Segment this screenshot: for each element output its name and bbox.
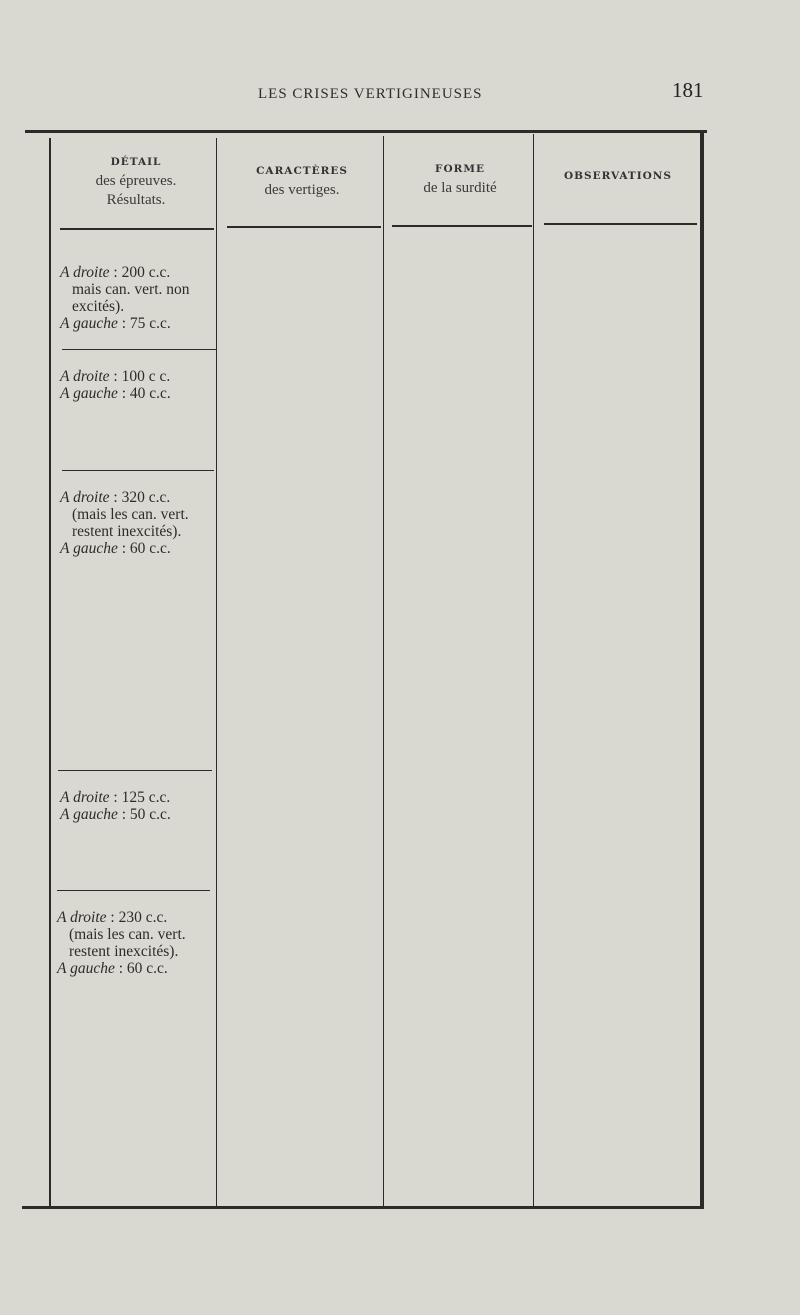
column-header-subtitle: des vertiges. [264,182,340,198]
right-ear-label: A droite [60,264,110,281]
left-ear-label: A gauche [60,806,118,823]
left-ear-value: : 60 c.c. [118,960,168,977]
left-ear-label: A gauche [60,385,118,402]
left-ear-line [60,385,220,402]
right-ear-label: A droite [57,909,107,926]
entry-divider [62,470,214,471]
right-ear-line [57,909,217,926]
left-ear-value: : 60 c.c. [121,540,171,557]
header-underline-3 [392,225,532,227]
right-ear-value: : 320 c.c. [113,489,171,506]
right-ear-value: : 125 c.c. [113,789,171,806]
test-result-entry [60,789,220,823]
table-top-rule [25,130,707,133]
entry-note: excités). [72,298,125,315]
right-ear-label: A droite [60,789,110,806]
column-header-caps: CARACTÈRES [256,165,348,177]
left-ear-line [60,540,220,557]
entry-note: restent inexcités). [69,943,179,960]
test-result-entry [60,264,220,332]
test-result-entry [57,909,217,977]
running-title: LES CRISES VERTIGINEUSES [258,86,483,102]
column-header-caps: OBSERVATIONS [564,170,672,182]
column-header-forme [386,160,534,198]
entry-note: (mais les can. vert. [69,926,186,943]
left-ear-value: : 50 c.c. [121,806,171,823]
column-header-caracteres [222,162,382,200]
entry-divider [62,349,216,350]
column-header-caps: DÉTAIL [110,156,162,168]
left-ear-line [57,960,217,977]
page-number: 181 [672,78,704,102]
column-header-subtitle: de la surdité [423,180,497,196]
column-header-subtitle: des épreuves. [95,173,177,189]
column-header-caps: FORME [435,163,485,175]
right-ear-value: : 230 c.c. [110,909,168,926]
entry-note: restent inexcités). [72,523,182,540]
column-header-detail [58,153,214,210]
entry-note: (mais les can. vert. [72,506,189,523]
left-ear-label: A gauche [57,960,115,977]
header-underline-2 [227,226,381,228]
right-ear-value: : 100 c c. [113,368,171,385]
right-ear-value: : 200 c.c. [113,264,171,281]
table-bottom-rule [22,1206,700,1209]
left-ear-line [60,315,220,332]
left-ear-line [60,806,220,823]
right-ear-label: A droite [60,368,110,385]
header-underline-1 [60,228,214,230]
left-ear-label: A gauche [60,540,118,557]
right-ear-label: A droite [60,489,110,506]
right-ear-line [60,368,220,385]
left-ear-value: : 75 c.c. [121,315,171,332]
test-result-entry [60,368,220,402]
left-ear-value: : 40 c.c. [121,385,171,402]
left-ear-label: A gauche [60,315,118,332]
entry-divider [57,890,210,891]
right-ear-line [60,264,220,281]
right-ear-line [60,789,220,806]
right-ear-line [60,489,220,506]
table-right-rule [700,130,704,1209]
column-header-subtitle: Résultats. [106,192,166,208]
header-underline-4 [544,223,697,225]
entry-divider [58,770,212,771]
column-header-observations [536,167,700,186]
column-divider-3 [533,134,534,1206]
table-left-rule [49,138,51,1206]
column-divider-2 [383,136,384,1206]
test-result-entry [60,489,220,557]
entry-note: mais can. vert. non [72,281,190,298]
